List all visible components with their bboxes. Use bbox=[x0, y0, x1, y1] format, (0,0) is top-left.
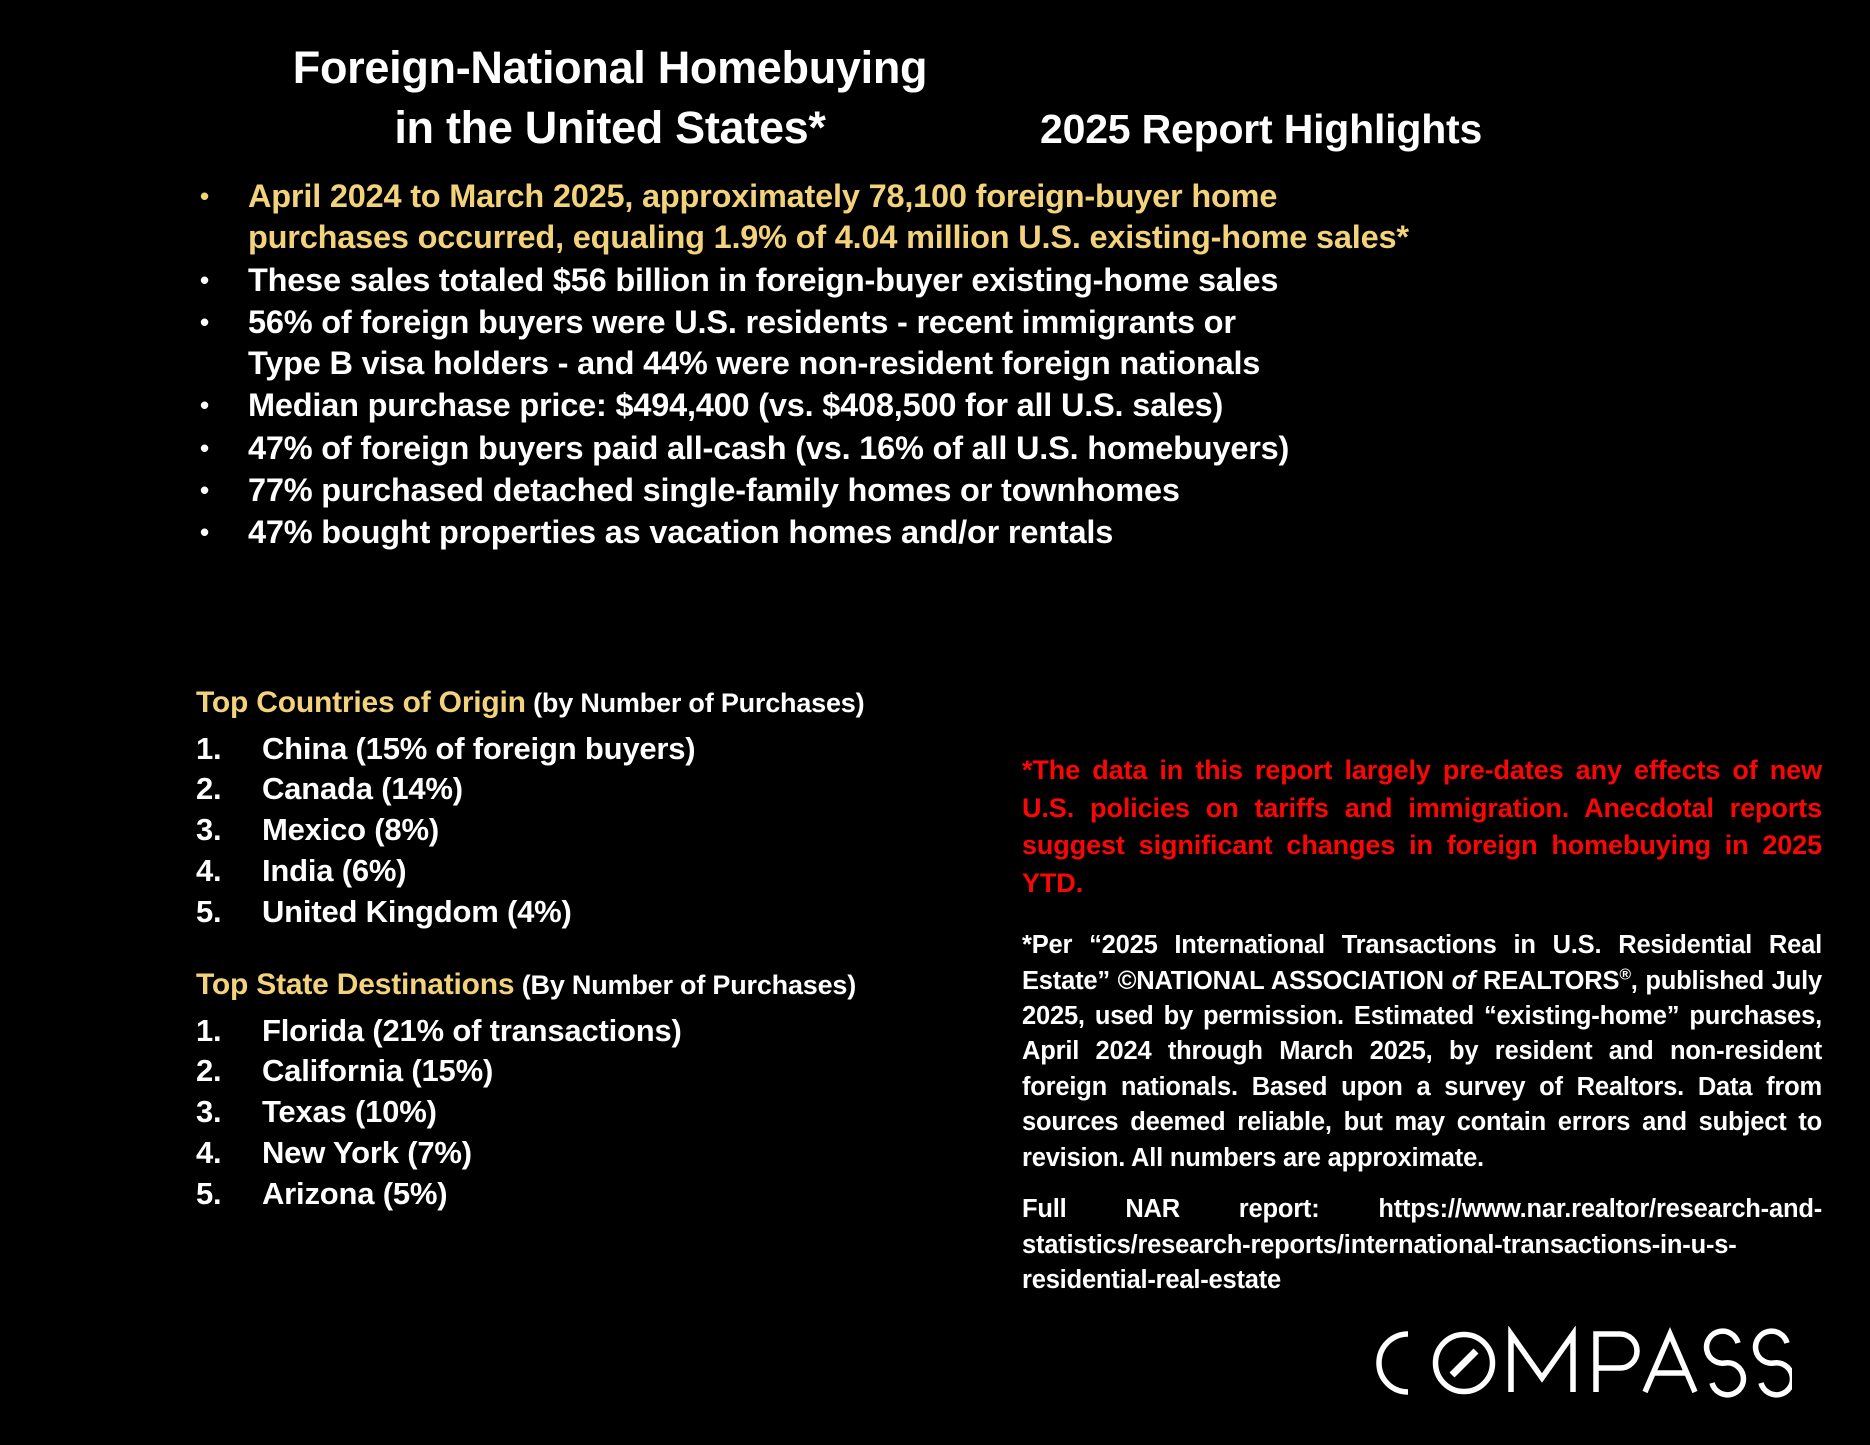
highlight-bullet-text bbox=[248, 512, 1516, 553]
highlight-bullet-line: Median purchase price: $494,400 (vs. $408,500 for all U.S. sales) bbox=[248, 387, 1224, 424]
highlight-bullet-text bbox=[248, 470, 1516, 511]
highlight-bullet bbox=[196, 176, 1516, 259]
top-countries-heading-main: Top Countries of Origin bbox=[196, 686, 526, 719]
highlight-bullet-line: These sales totaled $56 billion in foreign-buyer existing-home sales bbox=[248, 261, 1279, 298]
list-item-label: Arizona (5%) bbox=[262, 1176, 448, 1212]
list-item bbox=[196, 729, 956, 770]
bullet-marker-icon: • bbox=[200, 390, 209, 421]
source-note-italic-of: of bbox=[1451, 966, 1476, 995]
bullet-marker-icon: • bbox=[200, 306, 209, 337]
bullet-marker-icon: • bbox=[200, 264, 209, 295]
page-title-line-1: Foreign-National Homebuying bbox=[292, 42, 928, 93]
list-item bbox=[196, 1133, 956, 1174]
list-item-label: New York (7%) bbox=[262, 1135, 472, 1171]
highlight-bullet-text bbox=[248, 302, 1516, 385]
highlight-bullet bbox=[196, 512, 1516, 553]
top-countries-section bbox=[196, 684, 956, 933]
list-item-rank: 5. bbox=[196, 1176, 222, 1212]
list-item-rank: 1. bbox=[196, 1012, 222, 1048]
source-note-part-2: REALTORS bbox=[1475, 966, 1620, 995]
highlight-bullet-text bbox=[248, 428, 1516, 469]
highlight-bullet bbox=[196, 260, 1516, 301]
list-item-rank: 5. bbox=[196, 894, 222, 930]
top-countries-heading bbox=[196, 684, 956, 722]
notes-column bbox=[1022, 752, 1822, 1298]
list-item bbox=[196, 769, 956, 810]
highlight-bullet-text bbox=[248, 385, 1516, 426]
list-item-rank: 3. bbox=[196, 1094, 222, 1130]
list-item bbox=[196, 892, 956, 933]
list-item-rank: 4. bbox=[196, 1135, 222, 1171]
list-item-label: Florida (21% of transactions) bbox=[262, 1012, 682, 1048]
report-url-value[interactable]: https://www.nar.realtor/research-and-statistics/research-reports/international-transactions-in-u-s-residential-real-estate bbox=[1022, 1195, 1822, 1294]
list-item bbox=[196, 1092, 956, 1133]
highlight-bullet bbox=[196, 470, 1516, 511]
page-subtitle: 2025 Report Highlights bbox=[1040, 106, 1483, 152]
top-states-heading bbox=[196, 966, 956, 1004]
compass-logo bbox=[1372, 1326, 1792, 1400]
list-item-rank: 4. bbox=[196, 853, 222, 889]
list-item-label: Texas (10%) bbox=[262, 1094, 437, 1130]
bullet-marker-icon: • bbox=[200, 517, 209, 548]
list-item-label: California (15%) bbox=[262, 1053, 494, 1089]
list-item-rank: 2. bbox=[196, 771, 222, 807]
list-item bbox=[196, 1051, 956, 1092]
list-item-rank: 3. bbox=[196, 812, 222, 848]
highlights-list bbox=[196, 176, 1516, 554]
highlight-bullet bbox=[196, 385, 1516, 426]
top-states-rows bbox=[196, 1011, 956, 1216]
top-countries-heading-note: (by Number of Purchases) bbox=[525, 688, 865, 718]
highlight-bullet-line: 77% purchased detached single-family homes or townhomes bbox=[248, 471, 1180, 508]
source-note-part-3: , published July 2025, used by permission. Estimated “existing-home” purchases, April 2024 through March 2025, by resident and non-resident foreign nationals. Based upon a survey of Realtors. Data from sources deemed reliable, but may contain errors and subject to revision. All numbers are approximate. bbox=[1022, 966, 1822, 1172]
list-item-label: India (6%) bbox=[262, 853, 407, 889]
top-states-section bbox=[196, 966, 956, 1215]
list-item-rank: 1. bbox=[196, 730, 222, 766]
registered-mark: ® bbox=[1619, 966, 1631, 983]
bullet-marker-icon: • bbox=[200, 474, 209, 505]
highlight-bullet bbox=[196, 302, 1516, 385]
list-item-rank: 2. bbox=[196, 1053, 222, 1089]
list-item-label: Mexico (8%) bbox=[262, 812, 439, 848]
report-url-label: Full NAR report: bbox=[1022, 1195, 1379, 1224]
source-attribution-note bbox=[1022, 928, 1822, 1176]
source-note-part-1: *Per “2025 International Transactions in U.S. Residential Real Estate” ©NATIONAL ASSOCIATION bbox=[1022, 931, 1822, 995]
page-title bbox=[250, 38, 970, 158]
highlight-bullet-line: April 2024 to March 2025, approximately 78,100 foreign-buyer home bbox=[248, 178, 1278, 214]
highlight-bullet-line: 56% of foreign buyers were U.S. residents - recent immigrants or bbox=[248, 303, 1236, 340]
list-item bbox=[196, 1174, 956, 1215]
highlight-bullet bbox=[196, 428, 1516, 469]
report-url-note bbox=[1022, 1192, 1822, 1298]
highlight-bullet-text bbox=[248, 176, 1516, 259]
list-item bbox=[196, 810, 956, 851]
top-states-heading-note: (By Number of Purchases) bbox=[514, 970, 857, 1000]
list-item-label: United Kingdom (4%) bbox=[262, 894, 572, 930]
list-item bbox=[196, 1011, 956, 1052]
slide-header bbox=[0, 38, 1870, 158]
red-disclaimer-note: *The data in this report largely pre-dates any effects of new U.S. policies on tariffs and immigration. Anecdotal reports suggest significant changes in foreign homebuying in 2025 YTD. bbox=[1022, 755, 1822, 898]
highlight-bullet-text bbox=[248, 260, 1516, 301]
list-item-label: China (15% of foreign buyers) bbox=[262, 730, 696, 766]
highlight-bullet-line: 47% bought properties as vacation homes and/or rentals bbox=[248, 514, 1114, 551]
highlight-bullet-line: purchases occurred, equaling 1.9% of 4.04 million U.S. existing-home sales* bbox=[248, 219, 1409, 256]
bullet-marker-icon: • bbox=[200, 181, 209, 211]
list-item-label: Canada (14%) bbox=[262, 771, 463, 807]
bullet-marker-icon: • bbox=[200, 432, 209, 463]
top-states-heading-main: Top State Destinations bbox=[196, 968, 515, 1001]
highlight-bullet-line: Type B visa holders - and 44% were non-resident foreign nationals bbox=[248, 345, 1261, 382]
top-countries-rows bbox=[196, 729, 956, 934]
page-title-line-2: in the United States* bbox=[394, 101, 826, 153]
highlight-bullet-line: 47% of foreign buyers paid all-cash (vs. 16% of all U.S. homebuyers) bbox=[248, 429, 1290, 466]
list-item bbox=[196, 851, 956, 892]
